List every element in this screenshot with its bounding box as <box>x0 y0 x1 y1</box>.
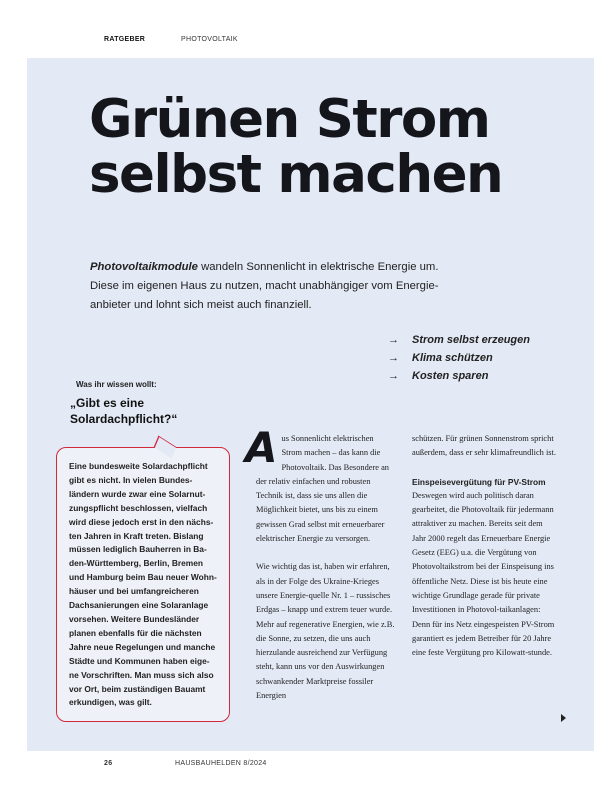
article-paragraph: Deswegen wird auch politisch daran gearbeitet, die Photovoltaik für jedermann attraktiver zu machen. Bereits seit dem Jahr 2000 regelt das Erneuerbare Energie Gesetz (EEG) u.a. die Vergütung von Photovoltaikstrom bei der Einspeisung ins öffentliche Netz. Diese ist bis heute eine wichtige Grundlage gerade für private Investitionen in Photovol-taikanlagen: Denn für ins Netz eingespeisten PV-Strom garantiert es jedem Betreiber für 20 Jahre eine feste Vergütung pro Kilowatt-stunde. <box>412 490 555 658</box>
benefit-label: Kosten sparen <box>412 370 489 382</box>
page-footer <box>104 760 267 767</box>
section-label: RATGEBER <box>104 36 146 43</box>
title-line-1: Grünen Strom <box>89 89 490 150</box>
article-column-2 <box>412 432 557 674</box>
arrow-right-icon: → <box>388 334 399 346</box>
lead-text: wandeln Sonnenlicht in elektrische Energie um. Diese im eigenen Haus zu nutzen, macht unabhängiger vom Energie-anbieter und lohnt sich meist auch finanziell. <box>90 261 439 311</box>
benefit-item <box>388 367 530 385</box>
benefit-item <box>388 349 530 367</box>
page-number: 26 <box>104 760 113 767</box>
lead-emphasis: Photovoltaikmodule <box>90 261 198 273</box>
page-header <box>104 36 238 43</box>
infobox-text: Eine bundesweite Solardachpflicht gibt es nicht. In vielen Bundes-ländern wurde zwar eine Solarnut-zungspflicht beschlossen, vielfach wird diese jedoch erst in den nächs-ten Jahren in Kraft treten. Bislang müssen lediglich Bauherren in Ba-den-Württemberg, Berlin, Bremen und Hamburg beim Bau neuer Wohn-häuser und bei umfangreicheren Dachsanierungen eine Solaranlage vorsehen. Weitere Bundesländer planen ebenfalls für die nächsten Jahre neue Regelungen und manche Städte und Kommunen haben eige-ne Vorschriften. Man muss sich also vor Ort, beim zuständigen Bauamt erkundigen, was gilt. <box>69 461 217 708</box>
article-title <box>89 89 503 205</box>
benefit-list <box>388 331 530 385</box>
article-paragraph <box>245 423 396 546</box>
benefit-label: Klima schützen <box>412 352 493 364</box>
infobox-question: „Gibt es eine Solardachpflicht?“ <box>70 396 178 426</box>
infobox-kicker: Was ihr wissen wollt: <box>76 380 157 389</box>
arrow-right-icon: → <box>388 352 399 364</box>
benefit-item <box>388 331 530 349</box>
arrow-right-icon: → <box>388 370 399 382</box>
article-paragraph: schützen. Für grünen Sonnenstrom spricht außerdem, dass er sehr klimafreundlich ist. <box>412 434 556 458</box>
drop-cap: A <box>245 423 278 472</box>
topic-label: PHOTOVOLTAIK <box>181 36 238 43</box>
continue-triangle-icon <box>561 714 566 722</box>
article-column-1 <box>245 423 396 717</box>
benefit-label: Strom selbst erzeugen <box>412 334 530 346</box>
magazine-issue: HAUSBAUHELDEN 8/2024 <box>175 760 267 767</box>
lead-paragraph <box>90 258 470 315</box>
infobox-speech-bubble <box>56 447 230 722</box>
title-line-2: selbst machen <box>89 144 503 205</box>
article-subheading: Einspeisevergütung für PV-Strom <box>412 476 546 487</box>
paragraph-text: us Sonnenlicht elektrischen Strom machen – das kann die Photovoltaik. Das Besondere an der relativ einfachen und robusten Technik ist, dass sie uns allen die Möglichkeit bietet, uns bis zu einem gewissen Grad selbst mit erneuerbarer elektrischer Energie zu versorgen. <box>256 434 389 544</box>
article-paragraph: Wie wichtig das ist, haben wir erfahren, als in der Folge des Ukraine-Krieges unsere Energie-quelle Nr. 1 – russisches Erdgas – knapp und extrem teuer wurde. Mehr auf regenerative Energien, wie z.B. die Sonne, zu setzen, die uns auch hierzulande ausreichend zur Verfügung steht, kann uns vor den Auswirkungen schwankender Marktpreise fossiler Energien <box>256 562 395 701</box>
